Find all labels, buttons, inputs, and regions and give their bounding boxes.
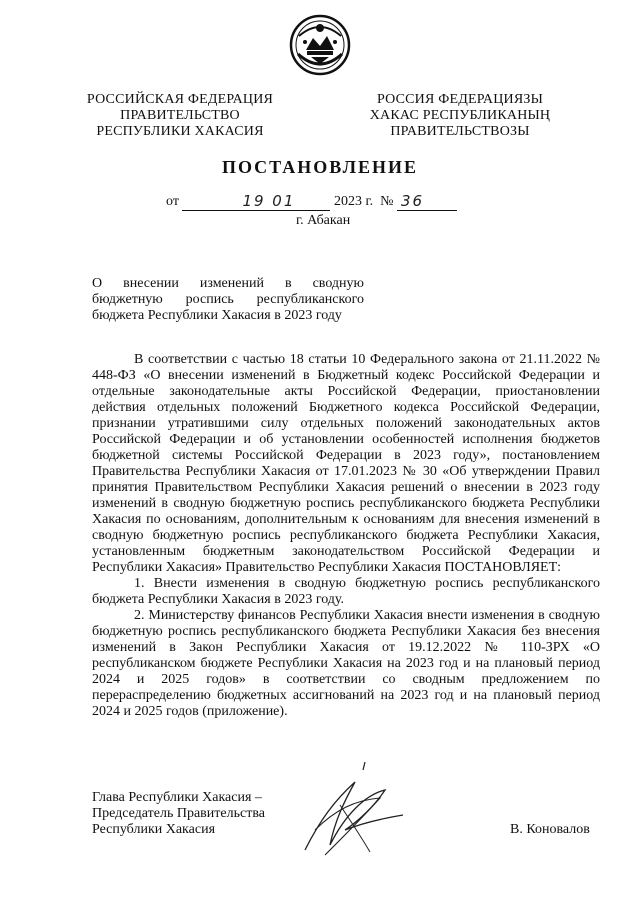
header-right-line: РОССИЯ ФЕДЕРАЦИЯЗЫ: [376, 92, 544, 107]
body-paragraph: В соответствии с частью 18 статьи 10 Федерального закона от 21.11.2022 № 448-ФЗ «О внесении изменений в Бюджетный кодекс Российской Федерации и отдельные законодательные акты Российской Федерации, приостановлении действия отдельных положений Бюджетного кодекса Российской Федерации, признании утратившими силу отдельных положений законодательных актов Российской Федерации и об установлении особенностей исполнения бюджетов бюджетной системы Российской Федерации в 2023 году», постановлением Правительства Республики Хакасия от 17.01.2023 № 30 «Об утверждении Правил принятия Правительством Республики Хакасия решений о внесении в 2023 году изменений в сводную бюджетную роспись республиканского бюджета Республики Хакасия по основаниям, дополнительным к основаниям для внесения изменений в сводную бюджетную роспись республиканского бюджета Республики Хакасия, установленным бюджетным законодательством Российской Федерации и Республики Хакасия» Правительство Республики Хакасия ПОСТАНОВЛЯЕТ:: [92, 352, 600, 575]
header-right-line: ПРАВИТЕЛЬСТВОЗЫ: [390, 124, 530, 139]
signatory-position-line: Республики Хакасия: [92, 822, 216, 837]
date-blank: [182, 194, 330, 211]
header-right-block: [360, 92, 560, 140]
city-label: г. Абакан: [296, 213, 351, 228]
coat-of-arms-icon: [289, 14, 351, 76]
body-paragraph: 1. Внести изменения в сводную бюджетную роспись республиканского бюджета Республики Хакасия в 2023 году.: [92, 576, 600, 607]
date-year: 2023 г.: [333, 194, 374, 209]
signatory-position-line: Глава Республики Хакасия –: [92, 790, 262, 805]
header-left-block: [80, 92, 280, 140]
body-paragraph: 2. Министерству финансов Республики Хакасия внести изменения в сводную бюджетную роспись республиканского бюджета Республики Хакасия без внесения изменений в Закон Республики Хакасия от 19.12.2022 № 110-ЗРХ «О республиканском бюджете Республики Хакасия на 2023 год и на плановый период 2024 и 2025 годов» в соответствии со сводным предложением по перераспределению бюджетных ассигнований на 2023 год и на плановый период 2024 и 2025 годов (приложение).: [92, 608, 600, 719]
header-left-line: РОССИЙСКАЯ ФЕДЕРАЦИЯ: [86, 92, 274, 107]
handwritten-number: 36: [400, 192, 425, 210]
document-title: ПОСТАНОВЛЕНИЕ: [221, 157, 419, 177]
document-subject: О внесении изменений в сводную бюджетную роспись республиканского бюджета Республики Хакасия в 2023 году: [92, 276, 364, 323]
number-blank: [397, 194, 457, 211]
header-right-line: ХАКАС РЕСПУБЛИКАНЫҢ: [369, 108, 551, 123]
handwritten-date: 19 01: [242, 192, 296, 210]
handwritten-signature: [285, 760, 415, 860]
date-prefix: от: [166, 194, 179, 209]
signatory-name: В. Коновалов: [510, 822, 590, 837]
date-number-line: [166, 193, 457, 211]
header-left-line: РЕСПУБЛИКИ ХАКАСИЯ: [96, 124, 264, 139]
number-sign: №: [380, 194, 394, 209]
header-left-line: ПРАВИТЕЛЬСТВО: [120, 108, 240, 123]
document-body: [92, 352, 600, 720]
signatory-position: [92, 790, 282, 838]
signatory-position-line: Председатель Правительства: [92, 806, 265, 821]
